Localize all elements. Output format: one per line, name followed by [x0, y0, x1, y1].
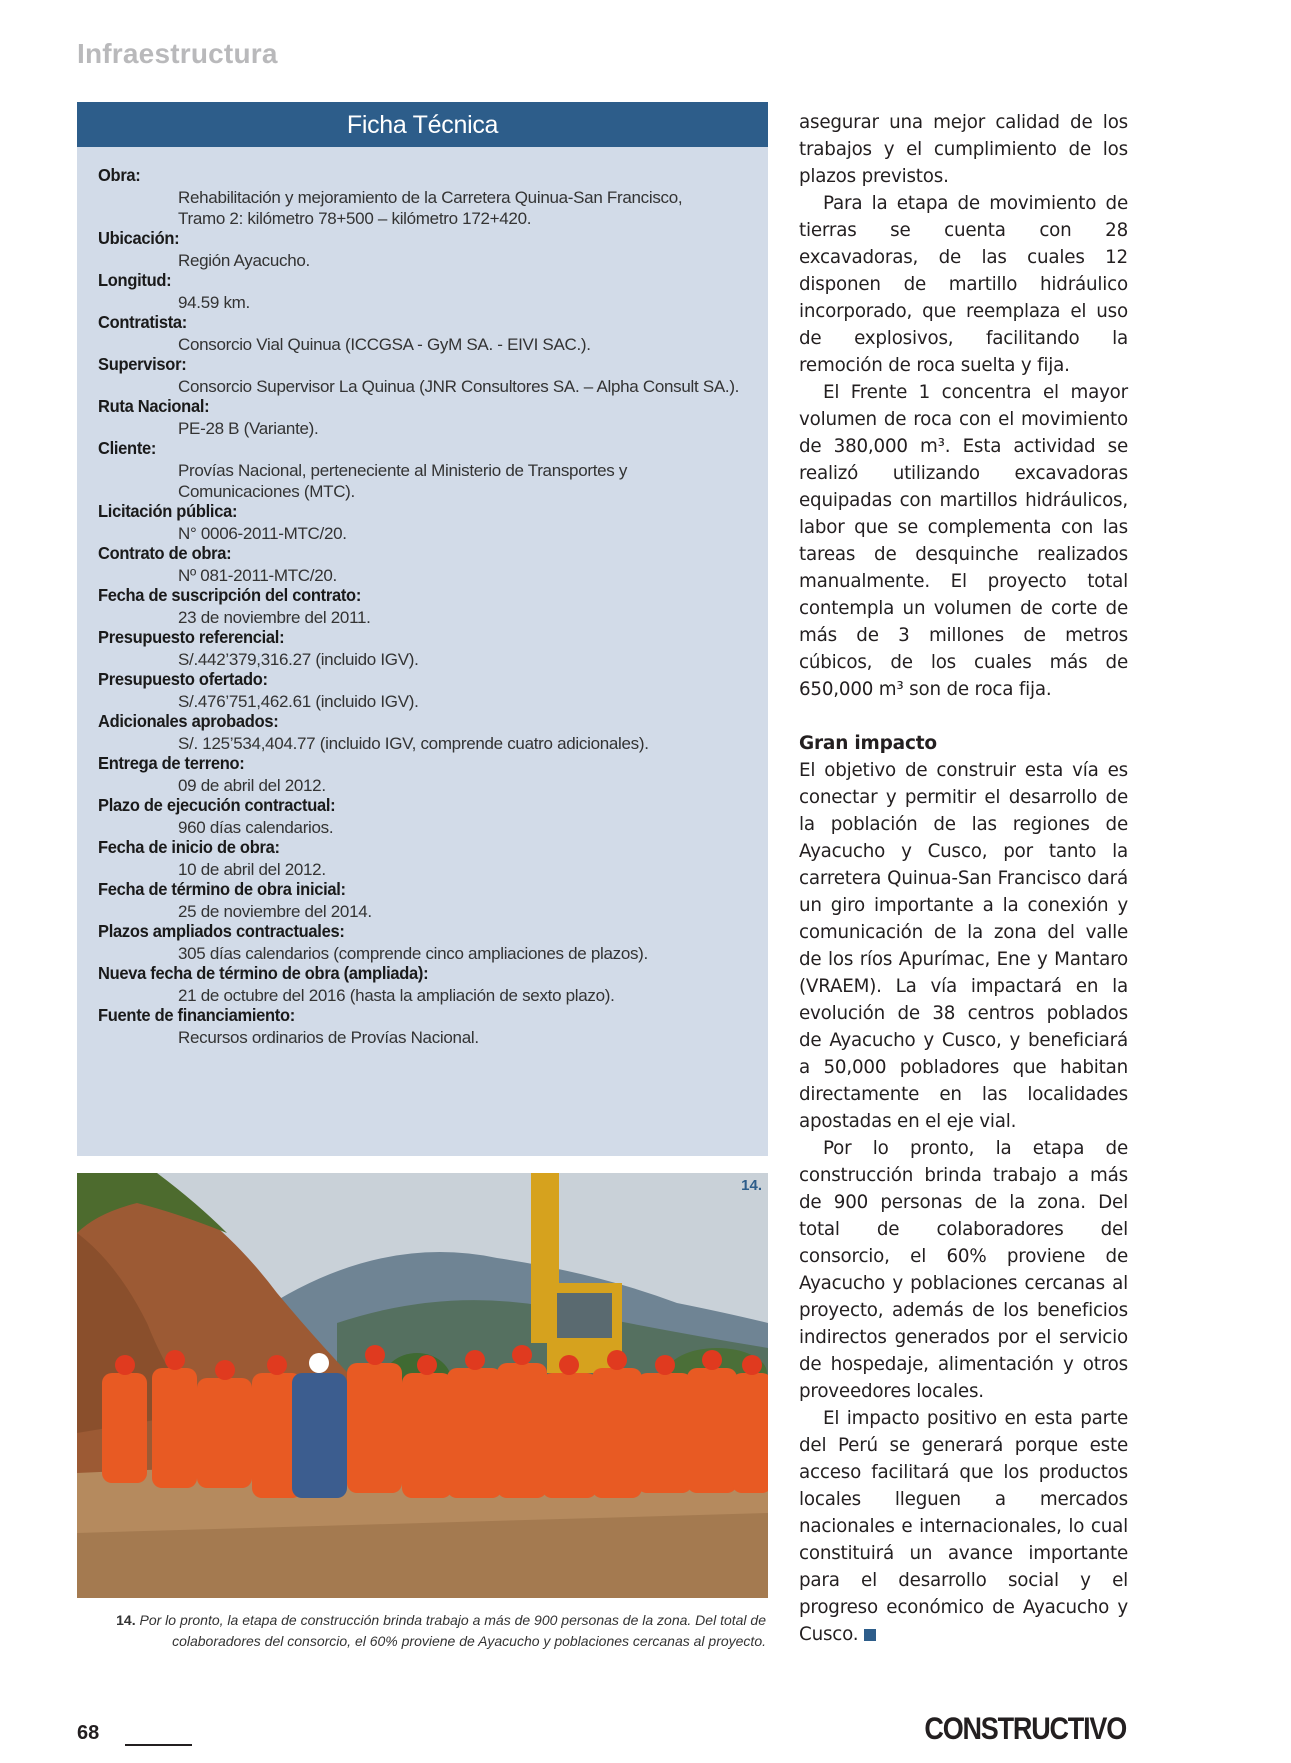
ficha-field-value: 23 de noviembre del 2011. [178, 608, 371, 627]
ficha-field-label: Fecha de suscripción del contrato: [98, 586, 362, 606]
ficha-field [98, 397, 758, 439]
ficha-field [98, 439, 758, 502]
ficha-field-value: Consorcio Supervisor La Quinua (JNR Consultores SA. – Alpha Consult SA.). [178, 377, 740, 396]
end-of-article-square-icon [864, 1629, 876, 1641]
ficha-field-value: 21 de octubre del 2016 (hasta la ampliación de sexto plazo). [178, 986, 615, 1005]
ficha-title: Ficha Técnica [77, 102, 768, 147]
footer-rule [125, 1744, 192, 1746]
ficha-field-label: Plazos ampliados contractuales: [98, 922, 345, 942]
ficha-field-label: Plazo de ejecución contractual: [98, 796, 336, 816]
ficha-field-label: Presupuesto referencial: [98, 628, 285, 648]
ficha-field-value: Recursos ordinarios de Provías Nacional. [178, 1028, 479, 1047]
ficha-field-value: 94.59 km. [178, 293, 250, 312]
ficha-field [98, 1006, 758, 1048]
article-paragraph-5: Por lo pronto, la etapa de construcción brinda trabajo a más de 900 personas de la zona. Del total de colaboradores del consorcio, el 60% proviene de Ayacucho y poblaciones cercanas al proyecto, además de los beneficios indirectos generados por el servicio de hospedaje, alimentación y otros proveedores locales. [799, 1138, 1128, 1402]
caption-number: 14. [116, 1612, 136, 1628]
article-paragraph-3: El Frente 1 concentra el mayor volumen de roca con el movimiento de 380,000 m³. Esta actividad se realizó utilizando excavadoras equipadas con martillos hidráulicos, labor que se complementa con las tareas de desquinche realizados manualmente. El proyecto total contempla un volumen de corte de más de 3 millones de metros cúbicos, de los cuales más de 650,000 m³ son de roca fija. [799, 382, 1128, 700]
ficha-field-label: Entrega de terreno: [98, 754, 245, 774]
ficha-field-label: Fecha de inicio de obra: [98, 838, 280, 858]
section-label: Infraestructura [77, 38, 278, 69]
ficha-field [98, 628, 758, 670]
ficha-field [98, 229, 758, 271]
ficha-field-label: Ruta Nacional: [98, 397, 210, 417]
workers-photo [77, 1173, 768, 1598]
ficha-field-value: 25 de noviembre del 2014. [178, 902, 372, 921]
photo-illustration [77, 1173, 768, 1598]
ficha-field [98, 922, 758, 964]
ficha-field-value: Provías Nacional, perteneciente al Ministerio de Transportes y Comunicaciones (MTC). [178, 461, 628, 501]
ficha-field-value: S/. 125’534,404.77 (incluido IGV, comprende cuatro adicionales). [178, 734, 649, 753]
ficha-field-value: 09 de abril del 2012. [178, 776, 326, 795]
magazine-brand: CONSTRUCTIVO [924, 1711, 1126, 1746]
ficha-field-list [98, 166, 758, 1048]
ficha-tecnica-box [77, 102, 768, 1156]
ficha-field [98, 670, 758, 712]
ficha-field-label: Nueva fecha de término de obra (ampliada): [98, 964, 429, 984]
photo-caption [105, 1610, 766, 1652]
ficha-field-value: Región Ayacucho. [178, 251, 310, 270]
ficha-field-label: Ubicación: [98, 229, 180, 249]
ficha-field-label: Cliente: [98, 439, 157, 459]
ficha-field-value: S/.442’379,316.27 (incluido IGV). [178, 650, 419, 669]
ficha-field-value: 960 días calendarios. [178, 818, 334, 837]
ficha-field-value: 10 de abril del 2012. [178, 860, 326, 879]
ficha-field [98, 964, 758, 1006]
ficha-field-value: 305 días calendarios (comprende cinco ampliaciones de plazos). [178, 944, 648, 963]
ficha-field-label: Contrato de obra: [98, 544, 232, 564]
article-paragraph-2: Para la etapa de movimiento de tierras se cuenta con 28 excavadoras, de las cuales 12 disponen de martillo hidráulico incorporado, que reemplaza el uso de explosivos, facilitando la remoción de roca suelta y fija. [799, 193, 1128, 376]
ficha-field-label: Licitación pública: [98, 502, 238, 522]
ficha-field-value: Nº 081-2011-MTC/20. [178, 566, 337, 585]
ficha-field [98, 313, 758, 355]
ficha-field-label: Adicionales aprobados: [98, 712, 279, 732]
ficha-field [98, 796, 758, 838]
ficha-field-value: Rehabilitación y mejoramiento de la Carretera Quinua-San Francisco, Tramo 2: kilómetro 78+500 – kilómetro 172+420. [178, 188, 683, 228]
ficha-field-value: PE-28 B (Variante). [178, 419, 319, 438]
ficha-field-label: Presupuesto ofertado: [98, 670, 268, 690]
ficha-field [98, 544, 758, 586]
article-subheading: Gran impacto [799, 733, 937, 754]
ficha-field-label: Obra: [98, 166, 141, 186]
ficha-field-label: Fecha de término de obra inicial: [98, 880, 346, 900]
ficha-field-label: Longitud: [98, 271, 172, 291]
ficha-field [98, 754, 758, 796]
article-paragraph-4: El objetivo de construir esta vía es conectar y permitir el desarrollo de la población de las regiones de Ayacucho y Cusco, por tanto la carretera Quinua-San Francisco dará un giro importante a la conexión y comunicación de la zona del valle de los ríos Apurímac, Ene y Mantaro (VRAEM). La vía impactará en la evolución de 38 centros poblados de Ayacucho y Cusco, y beneficiará a 50,000 pobladores que habitan directamente en las localidades apostadas en el eje vial. [799, 760, 1128, 1132]
ficha-field-label: Fuente de financiamiento: [98, 1006, 295, 1026]
ficha-field-value: N° 0006-2011-MTC/20. [178, 524, 347, 543]
ficha-field-value: S/.476’751,462.61 (incluido IGV). [178, 692, 419, 711]
ficha-field [98, 712, 758, 754]
caption-text: Por lo pronto, la etapa de construcción brinda trabajo a más de 900 personas de la zona. Del total de colaboradores del consorcio, el 60% proviene de Ayacucho y poblaciones cercanas al proyecto. [139, 1612, 766, 1649]
ficha-field [98, 166, 758, 229]
photo-number: 14. [741, 1177, 762, 1194]
article-column [799, 109, 1128, 1648]
ficha-field-value: Consorcio Vial Quinua (ICCGSA - GyM SA. - EIVI SAC.). [178, 335, 591, 354]
ficha-field-label: Supervisor: [98, 355, 187, 375]
ficha-field [98, 880, 758, 922]
ficha-field [98, 271, 758, 313]
ficha-field [98, 502, 758, 544]
ficha-field-label: Contratista: [98, 313, 187, 333]
ficha-field [98, 586, 758, 628]
article-paragraph-6: El impacto positivo en esta parte del Perú se generará porque este acceso facilitará que los productos locales lleguen a mercados nacionales e internacionales, lo cual constituirá un avance importante para el desarrollo social y el progreso económico de Ayacucho y Cusco. [799, 1408, 1128, 1645]
ficha-field [98, 355, 758, 397]
article-paragraph-1: asegurar una mejor calidad de los trabajos y el cumplimiento de los plazos previstos. [799, 112, 1128, 187]
ficha-field [98, 838, 758, 880]
page-number: 68 [77, 1722, 100, 1744]
